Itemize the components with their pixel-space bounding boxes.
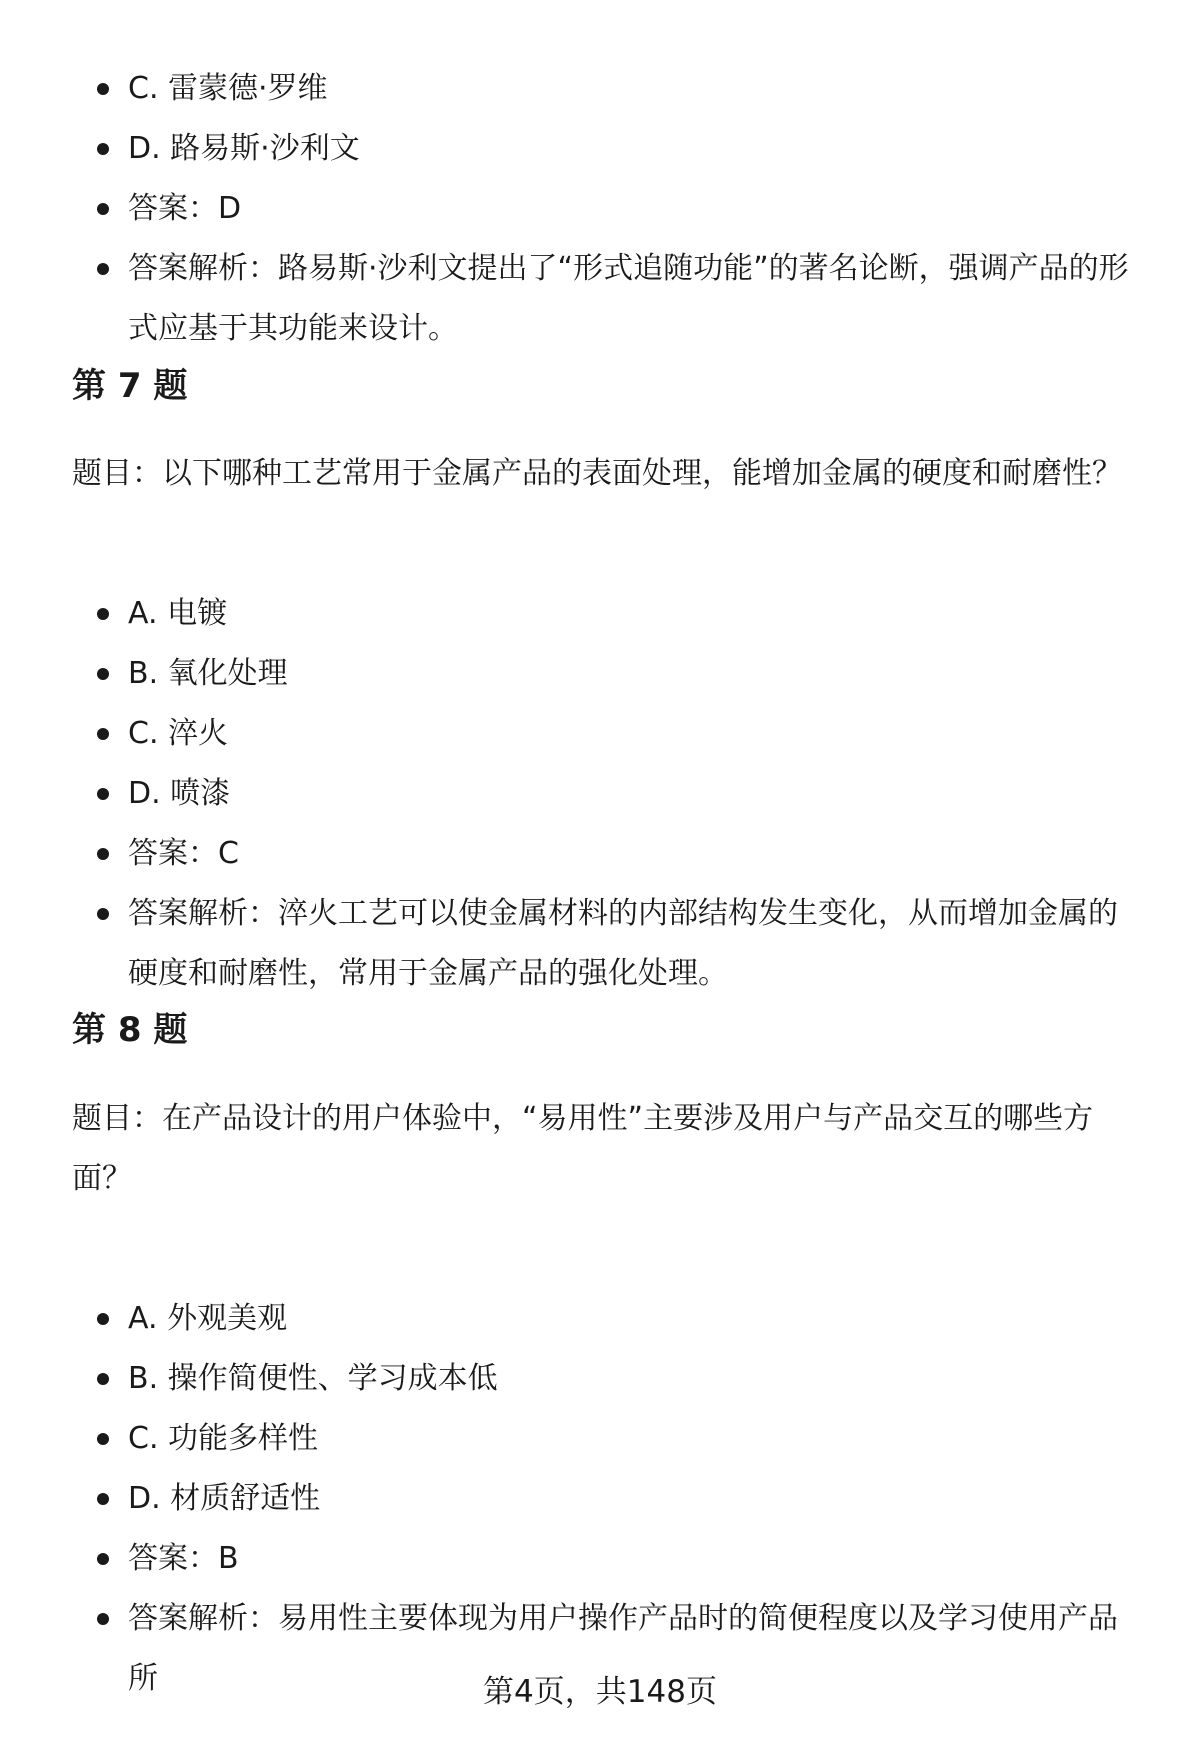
analysis-text: 答案解析：路易斯·沙利文提出了“形式追随功能”的著名论断，强调产品的形式应基于其功能来设计。 <box>128 251 1129 346</box>
option-item <box>0 584 1200 644</box>
option-item <box>0 644 1200 704</box>
answer-item <box>0 1529 1200 1589</box>
option-text: C. 功能多样性 <box>128 1421 319 1456</box>
option-text: A. 外观美观 <box>128 1301 288 1336</box>
bullet-icon <box>97 1613 109 1625</box>
option-item <box>0 119 1200 179</box>
bullet-icon <box>97 668 109 680</box>
question-6-options <box>0 59 1200 359</box>
bullet-icon <box>97 908 109 920</box>
bullet-icon <box>97 1373 109 1385</box>
question-8-text: 题目：在产品设计的用户体验中，“易用性”主要涉及用户与产品交互的哪些方面？ <box>72 1101 1094 1196</box>
bullet-icon <box>97 143 109 155</box>
analysis-text: 答案解析：易用性主要体现为用户操作产品时的简便程度以及学习使用产品所 <box>128 1601 1118 1696</box>
option-item <box>0 1409 1200 1469</box>
option-text: B. 操作简便性、学习成本低 <box>128 1361 498 1396</box>
bullet-icon <box>97 203 109 215</box>
option-text: A. 电镀 <box>128 596 228 631</box>
option-item <box>0 59 1200 119</box>
analysis-item <box>0 239 1200 359</box>
bullet-icon <box>97 788 109 800</box>
question-7-text: 题目：以下哪种工艺常用于金属产品的表面处理，能增加金属的硬度和耐磨性？ <box>72 456 1122 491</box>
option-text: C. 雷蒙德·罗维 <box>128 71 328 106</box>
bullet-icon <box>97 1433 109 1445</box>
question-8-title: 第 8 题 <box>72 1010 188 1050</box>
answer-item <box>0 179 1200 239</box>
question-7-options <box>0 584 1200 1004</box>
option-item <box>0 1469 1200 1529</box>
question-6-tail <box>0 59 1200 359</box>
bullet-icon <box>97 1313 109 1325</box>
option-text: D. 喷漆 <box>128 776 231 811</box>
bullet-icon <box>97 1493 109 1505</box>
question-7-block <box>0 584 1200 1004</box>
bullet-icon <box>97 1553 109 1565</box>
analysis-item <box>0 884 1200 1004</box>
bullet-icon <box>97 83 109 95</box>
option-item <box>0 764 1200 824</box>
option-text: C. 淬火 <box>128 716 229 751</box>
bullet-icon <box>97 728 109 740</box>
bullet-icon <box>97 608 109 620</box>
question-7-title: 第 7 题 <box>72 366 188 406</box>
bullet-icon <box>97 263 109 275</box>
page-number: 第4页，共148页 <box>483 1674 717 1710</box>
answer-text: 答案：B <box>128 1541 239 1576</box>
bullet-icon <box>97 848 109 860</box>
option-text: D. 材质舒适性 <box>128 1481 321 1516</box>
option-item <box>0 1349 1200 1409</box>
option-text: D. 路易斯·沙利文 <box>128 131 360 166</box>
answer-text: 答案：C <box>128 836 239 871</box>
option-text: B. 氧化处理 <box>128 656 288 691</box>
answer-text: 答案：D <box>128 191 242 226</box>
answer-item <box>0 824 1200 884</box>
option-item <box>0 704 1200 764</box>
option-item <box>0 1289 1200 1349</box>
analysis-text: 答案解析：淬火工艺可以使金属材料的内部结构发生变化，从而增加金属的硬度和耐磨性，常用于金属产品的强化处理。 <box>128 896 1118 991</box>
